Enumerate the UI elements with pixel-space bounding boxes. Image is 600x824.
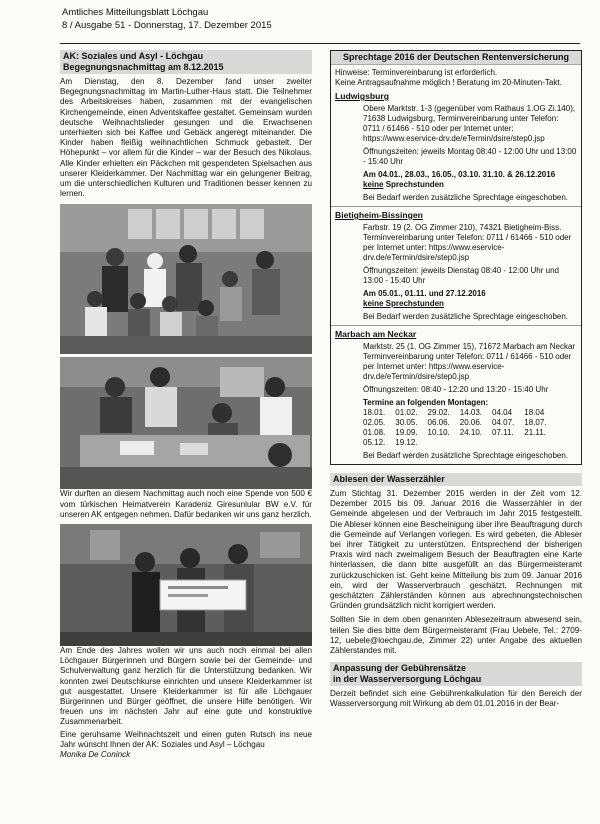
date-cell: 29.02. xyxy=(427,408,450,417)
caption-donation: Wir durften an diesem Nachmittag auch noch eine Spende von 500 € vom türkischen Heimatverein Karadeniz Giresunlular BW e.V. für unseren AK entgegen nehmen. Dafür bedanken wir uns ganz herzlich. xyxy=(60,489,312,519)
location-ludwigsburg-title: Ludwigsburg xyxy=(335,91,389,101)
marbach-extra-note: Bei Bedarf werden zusätzliche Sprechtage eingeschoben. xyxy=(363,451,569,460)
date-cell: 07.11. xyxy=(492,428,514,437)
drv-hint-no-applications: Keine Antragsaufnahme möglich ! Beratung im 20-Minuten-Takt. xyxy=(335,78,562,87)
bietigheim-extra-note: Bei Bedarf werden zusätzliche Sprechtage eingeschoben. xyxy=(363,312,569,321)
divider xyxy=(331,325,581,326)
fee-paragraph-1: Derzeit befindet sich eine Gebührenkalkulation für den Bereich der Wasserversorgung mit Wirkung ab dem 01.01.2016 in der Bear- xyxy=(330,689,582,709)
left-column xyxy=(60,50,312,760)
drv-box xyxy=(330,50,582,465)
drv-title: Sprechtage 2016 der Deutschen Rentenversicherung xyxy=(331,51,581,65)
drv-hint-appointment: Hinweise: Terminvereinbarung ist erforderlich. xyxy=(335,68,498,77)
date-cell: 06.06. xyxy=(427,418,450,427)
page-header xyxy=(62,6,272,32)
photo-crafting-table-image xyxy=(60,357,312,489)
article-intro: Am Dienstag, den 8. Dezember fand unser zweiter Begegnungsnachmittag im Martin-Luther-Haus statt. Die Teilnehmer des Arbeitskreises haben, zusammen mit der evangelischen Kirchengemeinde, einen Adventskaffee gestaltet. Gemeinsam wurden deutsche Weihnachtslieder gesungen und die Erwachsenen unterhielten sich bei Kaffee und Gebäck angeregt miteinander. Die Kinder haben fleißig weihnachtlichen Schmuck gebastelt. Der Höhepunkt – vor allem für die Kinder – war der Besuch des Nikolaus. Alle Kinder erhielten ein Päckchen mit gespendeten Spielsachen aus unserer Kleiderkammer. Der Nachmittag war ein gelungener Beitrag, um die unterschiedlichen Kulturen und Traditionen besser kennen zu lernen. xyxy=(60,77,312,199)
issue-line: 8 / Ausgabe 51 - Donnerstag, 17. Dezember 2015 xyxy=(62,20,272,31)
divider xyxy=(331,206,581,207)
marbach-address: Marktstr. 25 (1. OG Zimmer 15), 71672 Marbach am Neckar Terminvereinbarung unter Telefon: 0711 / 61466 - 510 oder per Internet unter: https://www.eservice-drv.de/eTermin/dsire/step0.jsp xyxy=(363,342,576,381)
date-cell: 30.05. xyxy=(395,418,418,427)
dates-row xyxy=(363,418,557,428)
water-meter-article xyxy=(330,473,582,656)
dates-row xyxy=(363,438,557,448)
author-signature: Monika De Coninck xyxy=(60,750,131,760)
fee-title: Anpassung der Gebührensätze in der Wasserversorgung Löchgau xyxy=(330,662,582,686)
article-title: AK: Soziales und Asyl - Löchgau Begegnungsnachmittag am 8.12.2015 xyxy=(60,50,312,74)
marbach-hours: Öffnungszeiten: 08:40 - 12:20 und 13:20 - 15:40 Uhr xyxy=(363,385,549,394)
date-cell xyxy=(460,438,492,448)
date-cell: 01.02. xyxy=(395,408,418,417)
dates-row xyxy=(363,408,557,418)
date-cell: 04.07. xyxy=(492,418,515,427)
ludwigsburg-hours: Öffnungszeiten: jeweils Montag 08:40 - 12:00 Uhr und 13:00 - 15:40 Uhr xyxy=(363,147,577,166)
date-cell: 18.04 xyxy=(524,408,545,417)
photo-children-group xyxy=(60,204,312,354)
date-cell: 14.03. xyxy=(459,408,482,417)
ludwigsburg-closed-dates: Am 04.01., 28.03., 16.05., 03.10. 31.10. & 26.12.2016 keine Sprechstunden xyxy=(363,170,556,189)
photo-check-handover-image xyxy=(60,524,312,646)
date-cell: 10.10. xyxy=(427,428,450,437)
ludwigsburg-extra-note: Bei Bedarf werden zusätzliche Sprechtage eingeschoben. xyxy=(363,193,569,202)
date-cell xyxy=(428,438,460,448)
water-title: Ablesen der Wasserzähler xyxy=(330,473,582,486)
dates-row xyxy=(363,428,557,438)
date-cell: 21.11. xyxy=(524,428,546,437)
date-cell: 04.04 xyxy=(492,408,513,417)
closing-text: Am Ende des Jahres wollen wir uns auch noch einmal bei allen Löchgauer Bürgerinnen und Bürgern sowie bei der Gemeinde- und Schulverwaltung ganz herzlich für die Unterstützung bedanken. Wir konnten zwei Deutschkurse einrichten und unsere Kleiderkammer ist gut ausgestattet. Unsere Kleiderkammer ist für alle Löchgauer Bürgerinnen und Bürger geöffnet, die unsere Hilfe benötigen. Wir freuen uns im nächsten Jahr auf eine gute und konstruktive Zusammenarbeit. xyxy=(60,646,312,727)
water-paragraph-1: Zum Stichtag 31. Dezember 2015 werden in der Zeit vom 12. Dezember 2015 bis 09. Januar 2016 die Wasserzähler in der Gemeinde abgelesen und der Verbrauch im Jahr 2015 festgestellt. Die Ableser können eine Bescheinigung über ihre Beauftragung durch die Gemeinde auf Verlangen vorlegen. Es wird gebeten, die Ableser bei ihrer Tätigkeit zu unterstützen. Entsprechend der bisherigen Praxis wird nach zweimaligem Besuch der Beauftragten eine Karte hinterlassen, die dann bitte ausgefüllt an das Bürgermeisteramt zurückzuschicken ist. Geht keine Mitteilung bis zum 09. Januar 2016 ein, wird der Wasserverbrauch geschätzt. Rechnungen mit geschätzten Zählerständen können aus abrechnungstechnischen Gründen grundsätzlich nicht korrigiert werden. xyxy=(330,489,582,611)
date-cell: 05.12. xyxy=(363,438,386,447)
date-cell xyxy=(524,438,556,448)
header-divider xyxy=(60,43,580,44)
bietigheim-closed-note: keine Sprechstunden xyxy=(363,299,444,308)
date-cell: 24.10. xyxy=(459,428,482,437)
date-cell: 20.06. xyxy=(459,418,482,427)
marbach-dates-title: Termine an folgenden Montagen: xyxy=(363,398,489,407)
bietigheim-closed-dates: Am 05.01., 01.11. und 27.12.2016 xyxy=(363,289,486,298)
date-cell: 02.05. xyxy=(363,418,386,427)
wishes-text: Eine geruhsame Weihnachtszeit und einen guten Rutsch ins neue Jahr wünscht Ihnen der AK: Soziales und Asyl – Löchgau xyxy=(60,729,312,749)
location-bietigheim-title: Bietigheim-Bissingen xyxy=(335,210,423,220)
location-marbach-title: Marbach am Neckar xyxy=(335,329,417,339)
right-column xyxy=(330,50,582,710)
ludwigsburg-address: Obere Marktstr. 1-3 (gegenüber vom Rathaus 1.OG Zi.140), 71638 Ludwigsburg, Terminvereinbarung unter Telefon: 0711 / 61466 - 510 oder per Internet unter: https://www.eservice-drv.de/eTermin/dsire/step0.jsp xyxy=(363,104,576,143)
date-cell: 19.12. xyxy=(395,438,418,447)
date-cell: 01.08. xyxy=(363,428,386,437)
photo-children-group-image xyxy=(60,204,312,354)
date-cell xyxy=(492,438,524,448)
fee-article xyxy=(330,662,582,709)
bietigheim-address: Farbstr. 19 (2. OG Zimmer 210), 74321 Bietigheim-Biss. Terminvereinbarung unter Telefon: 0711 / 61466 - 510 oder per Internet unter: https://www.eservice-drv.de/eTermin/dsire/step0.jsp xyxy=(363,223,572,262)
marbach-dates-table xyxy=(363,408,557,448)
date-cell: 18.07. xyxy=(524,418,547,427)
bietigheim-hours: Öffnungszeiten: jeweils Dienstag 08:40 - 12:00 Uhr und 13:00 - 15:40 Uhr xyxy=(363,266,559,285)
date-cell: 19.09. xyxy=(395,428,418,437)
publication-name: Amtliches Mitteilungsblatt Löchgau xyxy=(62,7,209,18)
water-paragraph-2: Sollten Sie in dem oben genannten Ablesezeitraum abwesend sein, teilen Sie dies bitte dem Bürgermeisteramt (Frau Uebele, Tel.: 2709-12, uebele@loechgau.de, Zimmer 22) unter Angabe des aktuellen Zählerstandes mit. xyxy=(330,615,582,656)
date-cell: 18.01. xyxy=(363,408,386,417)
photo-crafting-table xyxy=(60,357,312,489)
photo-check-handover xyxy=(60,524,312,646)
